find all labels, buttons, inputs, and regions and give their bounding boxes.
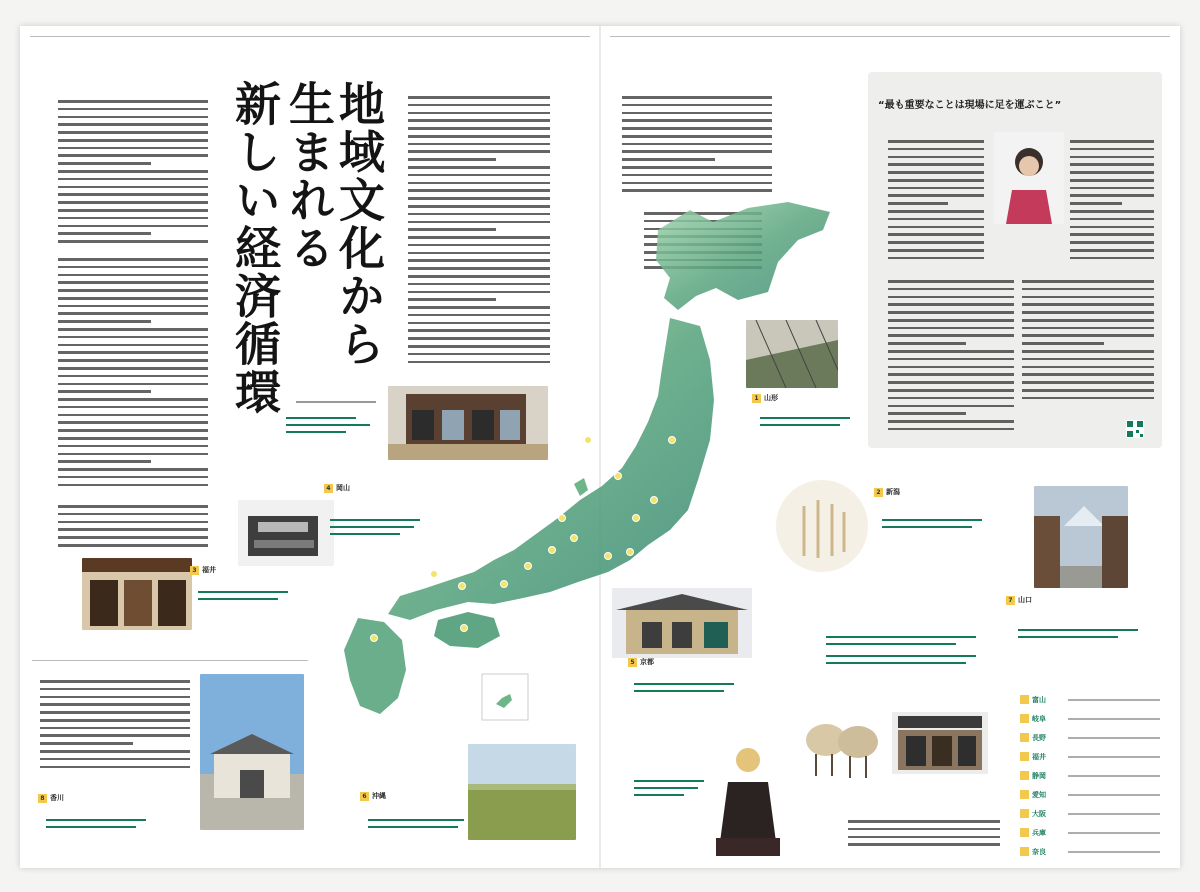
region-number-badge bbox=[1020, 809, 1029, 818]
text-line bbox=[622, 135, 772, 138]
person-sitting-photo bbox=[706, 742, 790, 860]
region-description-line bbox=[1068, 851, 1160, 853]
text-line bbox=[888, 373, 1014, 376]
region-list-item bbox=[1020, 747, 1160, 766]
text-line bbox=[408, 158, 496, 161]
text-line bbox=[622, 127, 772, 130]
text-line bbox=[1022, 327, 1154, 330]
region-description-line bbox=[1068, 718, 1160, 720]
text-line bbox=[408, 174, 550, 177]
region-number-badge bbox=[1020, 790, 1029, 799]
text-line bbox=[58, 225, 208, 228]
text-line bbox=[408, 119, 550, 122]
text-line bbox=[408, 135, 550, 138]
region-number-badge bbox=[1020, 847, 1029, 856]
text-line bbox=[58, 344, 208, 347]
region-description-line bbox=[1068, 832, 1160, 834]
text-line bbox=[848, 828, 1000, 831]
text-line bbox=[888, 412, 966, 415]
text-line bbox=[1070, 187, 1154, 190]
text-line bbox=[58, 536, 208, 539]
interview-text bbox=[1022, 280, 1154, 412]
text-line bbox=[40, 758, 190, 761]
text-line bbox=[40, 703, 190, 706]
text-line bbox=[58, 320, 151, 323]
text-line bbox=[1022, 381, 1154, 384]
region-name: 静岡 bbox=[1032, 771, 1046, 780]
text-line bbox=[58, 445, 208, 448]
text-line bbox=[408, 104, 550, 107]
caption-okayama: 4 岡山 bbox=[324, 484, 434, 535]
region-number-badge bbox=[1020, 828, 1029, 837]
text-line bbox=[888, 187, 984, 190]
text-line bbox=[58, 193, 208, 196]
traditional-house-photo bbox=[612, 588, 752, 658]
text-line bbox=[848, 836, 1000, 839]
text-line bbox=[622, 158, 715, 161]
text-line bbox=[888, 226, 984, 229]
text-line bbox=[1022, 303, 1154, 306]
region-list-item bbox=[1020, 804, 1160, 823]
region-description-line bbox=[1068, 794, 1160, 796]
text-line bbox=[1022, 311, 1154, 314]
region-description-line bbox=[1068, 699, 1160, 701]
text-line bbox=[58, 147, 208, 150]
text-line bbox=[58, 406, 208, 409]
text-line bbox=[888, 296, 1014, 299]
interviewee-portrait bbox=[994, 132, 1064, 224]
text-line bbox=[622, 119, 772, 122]
caption-niigata: 2 新潟 bbox=[874, 488, 1004, 528]
text-line bbox=[888, 327, 1014, 330]
body-text-block bbox=[622, 96, 772, 204]
caption-yamagata: 1 山形 bbox=[752, 394, 862, 426]
text-line bbox=[58, 505, 208, 508]
text-line bbox=[888, 350, 1014, 353]
footnote-text bbox=[848, 820, 1000, 856]
text-line bbox=[58, 289, 208, 292]
text-line bbox=[58, 258, 208, 261]
region-name: 福井 bbox=[1032, 752, 1046, 761]
text-line bbox=[58, 100, 208, 103]
text-line bbox=[1022, 389, 1154, 392]
region-list-item bbox=[1020, 766, 1160, 785]
text-line bbox=[58, 528, 208, 531]
region-name: 奈良 bbox=[1032, 847, 1046, 856]
text-line bbox=[408, 127, 550, 130]
text-line bbox=[888, 397, 1014, 400]
text-line bbox=[888, 194, 984, 197]
text-line bbox=[58, 513, 208, 516]
text-line bbox=[58, 240, 208, 243]
location-name-okinawa: 沖縄 bbox=[372, 792, 386, 800]
text-line bbox=[58, 476, 208, 479]
text-line bbox=[58, 484, 208, 487]
text-line bbox=[888, 319, 1014, 322]
text-line bbox=[58, 154, 208, 157]
text-line bbox=[58, 383, 208, 386]
region-description-line bbox=[1068, 756, 1160, 758]
text-line bbox=[58, 178, 208, 181]
region-name: 長野 bbox=[1032, 733, 1046, 742]
text-line bbox=[888, 233, 984, 236]
text-line bbox=[40, 696, 190, 699]
text-line bbox=[58, 437, 208, 440]
text-line bbox=[408, 189, 550, 192]
text-line bbox=[58, 139, 208, 142]
text-line bbox=[58, 460, 151, 463]
text-line bbox=[1022, 334, 1154, 337]
text-line bbox=[40, 688, 190, 691]
text-line bbox=[1022, 366, 1154, 369]
region-description-line bbox=[1068, 813, 1160, 815]
article-title-line-1: 地域文化から bbox=[332, 80, 386, 368]
region-list-item bbox=[1020, 690, 1160, 709]
region-number-badge bbox=[1020, 771, 1029, 780]
text-line bbox=[888, 334, 1014, 337]
region-name: 愛知 bbox=[1032, 790, 1046, 799]
text-line bbox=[888, 218, 984, 221]
product-circle-photo bbox=[774, 476, 870, 576]
region-list-item bbox=[1020, 785, 1160, 804]
text-line bbox=[40, 727, 190, 730]
text-line bbox=[1070, 226, 1154, 229]
text-line bbox=[888, 358, 1014, 361]
text-line bbox=[848, 820, 1000, 823]
caption-okinawa: 6 沖縄 bbox=[360, 792, 470, 828]
text-line bbox=[622, 166, 772, 169]
map-hokkaido bbox=[656, 202, 830, 310]
text-line bbox=[40, 680, 190, 683]
text-line bbox=[1070, 171, 1154, 174]
interview-text bbox=[1070, 140, 1154, 270]
text-line bbox=[1070, 148, 1154, 151]
text-line bbox=[58, 367, 208, 370]
text-line bbox=[58, 351, 208, 354]
location-name-kyoto: 京都 bbox=[640, 658, 654, 666]
caption-kyoto: 5 京都 bbox=[628, 658, 738, 692]
text-line bbox=[888, 140, 984, 143]
text-line bbox=[622, 104, 772, 107]
text-line bbox=[888, 249, 984, 252]
text-line bbox=[40, 734, 190, 737]
text-line bbox=[40, 719, 190, 722]
body-text-block bbox=[58, 258, 208, 498]
region-list-item bbox=[1020, 823, 1160, 842]
text-line bbox=[58, 398, 208, 401]
region-description-line bbox=[1068, 737, 1160, 739]
text-line bbox=[58, 414, 208, 417]
text-line bbox=[622, 150, 772, 153]
interview-text bbox=[888, 280, 1014, 436]
text-line bbox=[1070, 202, 1122, 205]
text-line bbox=[1022, 288, 1154, 291]
region-name: 富山 bbox=[1032, 695, 1046, 704]
text-line bbox=[888, 405, 1014, 408]
text-line bbox=[888, 420, 1014, 423]
text-line bbox=[58, 429, 208, 432]
text-line bbox=[888, 428, 1014, 431]
text-line bbox=[58, 131, 208, 134]
text-line bbox=[40, 766, 190, 769]
text-line bbox=[1070, 218, 1154, 221]
text-line bbox=[58, 217, 208, 220]
text-line bbox=[1070, 257, 1154, 260]
text-line bbox=[1070, 156, 1154, 159]
text-line bbox=[58, 281, 208, 284]
text-line bbox=[58, 297, 208, 300]
text-line bbox=[58, 336, 208, 339]
building-photo bbox=[388, 386, 548, 460]
text-line bbox=[622, 182, 772, 185]
street-photo bbox=[1034, 486, 1128, 588]
location-name-fukui: 福井 bbox=[202, 566, 216, 574]
text-line bbox=[408, 96, 550, 99]
text-line bbox=[1022, 350, 1154, 353]
header-rule-right bbox=[610, 36, 1170, 37]
text-line bbox=[888, 288, 1014, 291]
greenhouse-photo bbox=[746, 320, 838, 388]
text-line bbox=[58, 232, 151, 235]
region-list-item bbox=[1020, 728, 1160, 747]
text-line bbox=[40, 711, 190, 714]
body-text-block bbox=[58, 100, 208, 250]
text-line bbox=[58, 186, 208, 189]
interview-text bbox=[888, 140, 984, 270]
text-line bbox=[58, 116, 208, 119]
text-line bbox=[1070, 179, 1154, 182]
text-line bbox=[622, 174, 772, 177]
text-line bbox=[888, 148, 984, 151]
text-line bbox=[1070, 233, 1154, 236]
article-title-line-2: 生まれる bbox=[282, 80, 336, 272]
text-line bbox=[58, 162, 151, 165]
text-line bbox=[58, 201, 208, 204]
interview-headline: “最も重要なことは現場に足を運ぶこと” bbox=[878, 100, 1062, 111]
text-line bbox=[58, 328, 208, 331]
location-name-okayama: 岡山 bbox=[336, 484, 350, 492]
text-line bbox=[888, 280, 1014, 283]
text-line bbox=[848, 843, 1000, 846]
text-line bbox=[58, 521, 208, 524]
text-line bbox=[888, 171, 984, 174]
text-line bbox=[1022, 397, 1154, 400]
text-line bbox=[622, 112, 772, 115]
region-name: 大阪 bbox=[1032, 809, 1046, 818]
text-line bbox=[622, 96, 772, 99]
location-name-kagawa: 香川 bbox=[50, 794, 64, 802]
region-number-badge bbox=[1020, 733, 1029, 742]
text-line bbox=[58, 305, 208, 308]
sheep-photo bbox=[802, 706, 884, 782]
text-line bbox=[40, 750, 190, 753]
location-name-yamaguchi: 山口 bbox=[1018, 596, 1032, 604]
region-list bbox=[1020, 690, 1160, 861]
grassland-photo bbox=[468, 744, 576, 840]
shop-photo bbox=[892, 712, 988, 774]
text-line bbox=[888, 202, 948, 205]
text-line bbox=[408, 182, 550, 185]
body-text-block bbox=[58, 505, 208, 555]
caption-block bbox=[630, 760, 710, 796]
region-number-badge bbox=[1020, 752, 1029, 761]
text-line bbox=[622, 189, 772, 192]
region-name: 岐阜 bbox=[1032, 714, 1046, 723]
text-line bbox=[408, 143, 550, 146]
text-line bbox=[1070, 241, 1154, 244]
text-line bbox=[888, 163, 984, 166]
text-line bbox=[888, 366, 1014, 369]
loom-machine-photo bbox=[238, 500, 334, 566]
text-line bbox=[1070, 163, 1154, 166]
japan-map bbox=[318, 200, 838, 760]
text-line bbox=[888, 389, 1014, 392]
text-line bbox=[1022, 342, 1104, 345]
text-line bbox=[58, 108, 208, 111]
text-line bbox=[58, 359, 208, 362]
text-line bbox=[58, 468, 208, 471]
text-line bbox=[408, 166, 550, 169]
text-line bbox=[1022, 280, 1154, 283]
text-line bbox=[408, 150, 550, 153]
caption-kagawa: 8 香川 bbox=[38, 794, 198, 828]
text-line bbox=[1022, 358, 1154, 361]
region-description-line bbox=[1068, 775, 1160, 777]
map-kyushu bbox=[344, 618, 406, 714]
text-line bbox=[888, 381, 1014, 384]
region-number-badge bbox=[1020, 695, 1029, 704]
region-number-badge bbox=[1020, 714, 1029, 723]
text-line bbox=[58, 209, 208, 212]
text-line bbox=[58, 274, 208, 277]
text-line bbox=[888, 257, 984, 260]
text-line bbox=[888, 303, 1014, 306]
text-line bbox=[1070, 249, 1154, 252]
text-line bbox=[1022, 296, 1154, 299]
text-line bbox=[1022, 319, 1154, 322]
article-title-line-3: 新しい経済循環 bbox=[228, 80, 282, 416]
caption-yamaguchi: 7 山口 bbox=[1006, 596, 1156, 638]
text-line bbox=[40, 742, 133, 745]
text-line bbox=[1070, 194, 1154, 197]
caption-block bbox=[818, 610, 998, 664]
text-line bbox=[58, 170, 208, 173]
qr-code-icon bbox=[1126, 420, 1144, 438]
text-line bbox=[58, 421, 208, 424]
text-line bbox=[888, 179, 984, 182]
header-rule-left bbox=[30, 36, 590, 37]
region-name: 兵庫 bbox=[1032, 828, 1046, 837]
location-name-yamagata: 山形 bbox=[764, 394, 778, 402]
text-line bbox=[58, 390, 151, 393]
text-line bbox=[888, 156, 984, 159]
map-sado bbox=[574, 478, 588, 496]
text-line bbox=[58, 123, 208, 126]
text-line bbox=[1070, 140, 1154, 143]
caption-fukui: 3 福井 bbox=[190, 566, 310, 600]
text-line bbox=[58, 266, 208, 269]
text-line bbox=[58, 312, 208, 315]
text-line bbox=[888, 311, 1014, 314]
text-line bbox=[888, 241, 984, 244]
text-line bbox=[888, 342, 966, 345]
caption-block bbox=[284, 398, 380, 433]
location-name-niigata: 新潟 bbox=[886, 488, 900, 496]
storefront-photo bbox=[82, 558, 192, 630]
text-line bbox=[58, 375, 208, 378]
region-list-item bbox=[1020, 842, 1160, 861]
text-line bbox=[408, 112, 550, 115]
text-line bbox=[622, 143, 772, 146]
text-line bbox=[58, 544, 208, 547]
region-list-item bbox=[1020, 709, 1160, 728]
text-line bbox=[1022, 373, 1154, 376]
text-line bbox=[1070, 210, 1154, 213]
text-line bbox=[888, 210, 984, 213]
text-line bbox=[58, 453, 208, 456]
side-story-text bbox=[40, 680, 190, 780]
